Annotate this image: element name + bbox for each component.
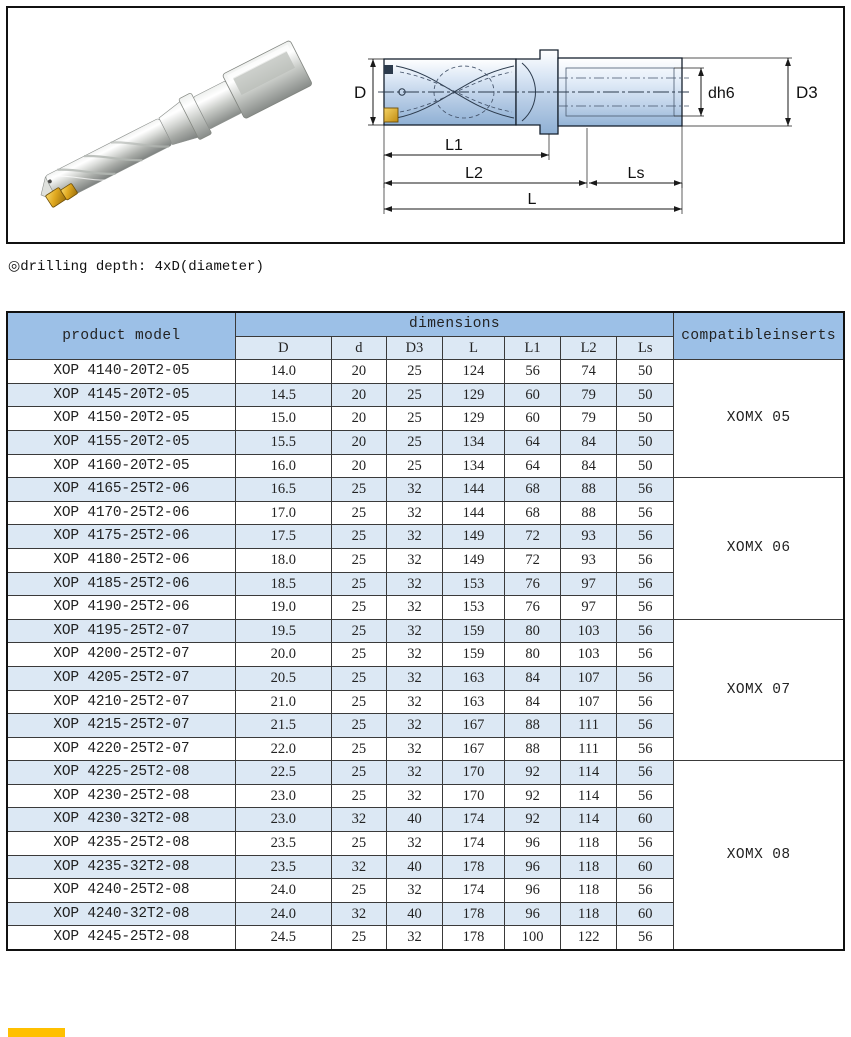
cell-d: 25 xyxy=(331,572,386,596)
cell-model: XOP 4150-20T2-05 xyxy=(7,407,235,431)
cell-l2: 74 xyxy=(561,360,617,384)
cell-d: 21.0 xyxy=(235,690,331,714)
cell-d: 23.0 xyxy=(235,784,331,808)
cell-ls: 56 xyxy=(617,761,674,785)
cell-d: 18.5 xyxy=(235,572,331,596)
header-product-model: product model xyxy=(7,312,235,360)
cell-l2: 111 xyxy=(561,714,617,738)
cell-model: XOP 4160-20T2-05 xyxy=(7,454,235,478)
cell-model: XOP 4155-20T2-05 xyxy=(7,430,235,454)
cell-d3: 32 xyxy=(386,879,442,903)
cell-d: 25 xyxy=(331,879,386,903)
cell-d3: 25 xyxy=(386,360,442,384)
cell-model: XOP 4180-25T2-06 xyxy=(7,548,235,572)
cell-l: 163 xyxy=(442,690,504,714)
cell-d3: 40 xyxy=(386,902,442,926)
figure-panel xyxy=(6,6,845,244)
cell-d3: 32 xyxy=(386,832,442,856)
header-compatible-inserts: compatibleinserts xyxy=(674,312,844,360)
cell-d3: 32 xyxy=(386,784,442,808)
dimension-label-L2: L2 xyxy=(465,165,483,182)
cell-l: 174 xyxy=(442,832,504,856)
table-head xyxy=(7,312,844,360)
cell-l1: 64 xyxy=(505,454,561,478)
cell-ls: 56 xyxy=(617,643,674,667)
cell-l2: 97 xyxy=(561,596,617,620)
cell-d: 15.5 xyxy=(235,430,331,454)
table-body xyxy=(7,360,844,950)
cell-model: XOP 4225-25T2-08 xyxy=(7,761,235,785)
cell-l: 170 xyxy=(442,761,504,785)
cell-d: 25 xyxy=(331,926,386,950)
cell-l1: 92 xyxy=(505,761,561,785)
cell-ls: 56 xyxy=(617,596,674,620)
cell-model: XOP 4175-25T2-06 xyxy=(7,525,235,549)
header-row-main xyxy=(7,312,844,336)
cell-d: 25 xyxy=(331,643,386,667)
dimension-label-L1: L1 xyxy=(445,137,463,154)
cell-l2: 111 xyxy=(561,737,617,761)
cell-l1: 68 xyxy=(505,478,561,502)
cell-d3: 32 xyxy=(386,714,442,738)
cell-d3: 25 xyxy=(386,407,442,431)
cell-l2: 88 xyxy=(561,478,617,502)
cell-model: XOP 4235-25T2-08 xyxy=(7,832,235,856)
cell-l: 174 xyxy=(442,879,504,903)
subheader-l: L xyxy=(442,336,504,360)
cell-d: 18.0 xyxy=(235,548,331,572)
table-row xyxy=(7,619,844,643)
table-row xyxy=(7,360,844,384)
cell-ls: 56 xyxy=(617,714,674,738)
cell-d: 25 xyxy=(331,784,386,808)
cell-d3: 32 xyxy=(386,525,442,549)
cell-d: 19.0 xyxy=(235,596,331,620)
cell-l: 170 xyxy=(442,784,504,808)
cell-l: 167 xyxy=(442,737,504,761)
cell-d: 25 xyxy=(331,501,386,525)
cell-ls: 56 xyxy=(617,525,674,549)
cell-d: 32 xyxy=(331,808,386,832)
cell-d3: 32 xyxy=(386,690,442,714)
cell-l2: 118 xyxy=(561,855,617,879)
cell-d: 32 xyxy=(331,902,386,926)
cell-l2: 118 xyxy=(561,902,617,926)
cell-d3: 32 xyxy=(386,596,442,620)
cell-d3: 32 xyxy=(386,643,442,667)
cell-model: XOP 4210-25T2-07 xyxy=(7,690,235,714)
cell-l2: 84 xyxy=(561,430,617,454)
cell-l2: 107 xyxy=(561,690,617,714)
cell-l: 178 xyxy=(442,926,504,950)
cell-model: XOP 4235-32T2-08 xyxy=(7,855,235,879)
cell-d: 20.0 xyxy=(235,643,331,667)
cell-l1: 76 xyxy=(505,572,561,596)
cell-model: XOP 4195-25T2-07 xyxy=(7,619,235,643)
cell-l: 124 xyxy=(442,360,504,384)
cell-d: 16.5 xyxy=(235,478,331,502)
cell-ls: 56 xyxy=(617,832,674,856)
cell-model: XOP 4230-32T2-08 xyxy=(7,808,235,832)
cell-d: 22.0 xyxy=(235,737,331,761)
cell-l: 178 xyxy=(442,902,504,926)
table-row xyxy=(7,761,844,785)
cell-model: XOP 4190-25T2-06 xyxy=(7,596,235,620)
cell-d3: 32 xyxy=(386,737,442,761)
cell-ls: 56 xyxy=(617,572,674,596)
cell-d3: 32 xyxy=(386,572,442,596)
cell-d: 20 xyxy=(331,454,386,478)
cell-d: 20 xyxy=(331,407,386,431)
cell-l2: 107 xyxy=(561,666,617,690)
cell-l: 144 xyxy=(442,478,504,502)
cell-l1: 96 xyxy=(505,902,561,926)
cell-d: 17.5 xyxy=(235,525,331,549)
cell-d: 23.0 xyxy=(235,808,331,832)
dimension-drawing xyxy=(344,8,843,242)
cell-compatible-insert: XOMX 05 xyxy=(674,360,844,478)
cell-l2: 93 xyxy=(561,548,617,572)
cell-l1: 76 xyxy=(505,596,561,620)
subheader-l2: L2 xyxy=(561,336,617,360)
cell-model: XOP 4200-25T2-07 xyxy=(7,643,235,667)
cell-l2: 79 xyxy=(561,383,617,407)
cell-l2: 114 xyxy=(561,808,617,832)
cell-compatible-insert: XOMX 08 xyxy=(674,761,844,950)
subheader-l1: L1 xyxy=(505,336,561,360)
cell-d: 20.5 xyxy=(235,666,331,690)
cell-d: 25 xyxy=(331,525,386,549)
cell-d: 24.0 xyxy=(235,879,331,903)
cell-d3: 32 xyxy=(386,761,442,785)
cell-d: 25 xyxy=(331,478,386,502)
cell-l1: 56 xyxy=(505,360,561,384)
cell-d: 22.5 xyxy=(235,761,331,785)
cell-d: 25 xyxy=(331,619,386,643)
table-row xyxy=(7,478,844,502)
cell-l1: 68 xyxy=(505,501,561,525)
dimension-label-L: L xyxy=(527,191,537,208)
product-photo xyxy=(8,8,344,242)
cell-ls: 60 xyxy=(617,855,674,879)
cell-ls: 56 xyxy=(617,619,674,643)
cell-l: 163 xyxy=(442,666,504,690)
cell-d3: 32 xyxy=(386,478,442,502)
cell-d3: 32 xyxy=(386,501,442,525)
cell-l2: 84 xyxy=(561,454,617,478)
cell-model: XOP 4170-25T2-06 xyxy=(7,501,235,525)
drilling-depth-note: ◎drilling depth: 4xD(diameter) xyxy=(8,259,264,275)
cell-ls: 56 xyxy=(617,548,674,572)
cell-d3: 25 xyxy=(386,454,442,478)
cell-l: 174 xyxy=(442,808,504,832)
cell-l2: 103 xyxy=(561,643,617,667)
cell-d3: 25 xyxy=(386,430,442,454)
cell-l2: 93 xyxy=(561,525,617,549)
cell-d: 19.5 xyxy=(235,619,331,643)
cell-l1: 60 xyxy=(505,407,561,431)
cell-l2: 114 xyxy=(561,761,617,785)
cell-l1: 64 xyxy=(505,430,561,454)
cell-l: 144 xyxy=(442,501,504,525)
subheader-ls: Ls xyxy=(617,336,674,360)
cell-l2: 97 xyxy=(561,572,617,596)
cell-d: 24.5 xyxy=(235,926,331,950)
cell-l1: 96 xyxy=(505,855,561,879)
cell-l: 153 xyxy=(442,572,504,596)
cell-l: 149 xyxy=(442,525,504,549)
cell-model: XOP 4240-32T2-08 xyxy=(7,902,235,926)
cell-d3: 40 xyxy=(386,855,442,879)
subheader-d3: D3 xyxy=(386,336,442,360)
cell-d3: 32 xyxy=(386,619,442,643)
cell-ls: 56 xyxy=(617,478,674,502)
cell-l1: 60 xyxy=(505,383,561,407)
cell-l1: 92 xyxy=(505,784,561,808)
cell-d: 24.0 xyxy=(235,902,331,926)
cell-ls: 50 xyxy=(617,360,674,384)
specification-table xyxy=(6,311,845,951)
cell-model: XOP 4220-25T2-07 xyxy=(7,737,235,761)
header-dimensions: dimensions xyxy=(235,312,674,336)
subheader-d: D xyxy=(235,336,331,360)
cell-model: XOP 4205-25T2-07 xyxy=(7,666,235,690)
cell-l2: 118 xyxy=(561,832,617,856)
cell-compatible-insert: XOMX 07 xyxy=(674,619,844,761)
cell-model: XOP 4240-25T2-08 xyxy=(7,879,235,903)
specification-table-container xyxy=(6,311,845,951)
cell-l: 129 xyxy=(442,407,504,431)
cell-ls: 56 xyxy=(617,501,674,525)
row-highlight-marker xyxy=(8,1028,65,1037)
cell-d: 14.0 xyxy=(235,360,331,384)
cell-l2: 79 xyxy=(561,407,617,431)
cell-d3: 32 xyxy=(386,548,442,572)
subheader-d: d xyxy=(331,336,386,360)
cell-d3: 32 xyxy=(386,666,442,690)
cell-l: 149 xyxy=(442,548,504,572)
cell-d: 21.5 xyxy=(235,714,331,738)
cell-d3: 40 xyxy=(386,808,442,832)
cell-l1: 92 xyxy=(505,808,561,832)
cell-l2: 103 xyxy=(561,619,617,643)
dimension-label-D3: D3 xyxy=(796,83,818,102)
cell-ls: 50 xyxy=(617,383,674,407)
cell-l2: 118 xyxy=(561,879,617,903)
cell-l1: 72 xyxy=(505,548,561,572)
dimension-label-Ls: Ls xyxy=(627,165,645,182)
cell-d: 14.5 xyxy=(235,383,331,407)
dimension-label-D: D xyxy=(354,83,367,102)
cell-d: 16.0 xyxy=(235,454,331,478)
cell-l1: 80 xyxy=(505,643,561,667)
cell-ls: 50 xyxy=(617,407,674,431)
cell-d: 17.0 xyxy=(235,501,331,525)
cell-l: 159 xyxy=(442,643,504,667)
cell-ls: 50 xyxy=(617,430,674,454)
cell-model: XOP 4165-25T2-06 xyxy=(7,478,235,502)
dimension-label-dh6: dh6 xyxy=(708,85,735,102)
cell-d: 25 xyxy=(331,761,386,785)
cell-d: 15.0 xyxy=(235,407,331,431)
cell-d: 25 xyxy=(331,690,386,714)
cell-ls: 56 xyxy=(617,690,674,714)
cell-d: 25 xyxy=(331,714,386,738)
cell-l: 134 xyxy=(442,430,504,454)
cell-ls: 56 xyxy=(617,666,674,690)
cell-l1: 84 xyxy=(505,666,561,690)
cell-d: 32 xyxy=(331,855,386,879)
cell-l1: 88 xyxy=(505,714,561,738)
cell-ls: 56 xyxy=(617,879,674,903)
cell-l: 134 xyxy=(442,454,504,478)
cell-l: 167 xyxy=(442,714,504,738)
cell-model: XOP 4145-20T2-05 xyxy=(7,383,235,407)
cell-model: XOP 4230-25T2-08 xyxy=(7,784,235,808)
cell-l1: 88 xyxy=(505,737,561,761)
cell-ls: 56 xyxy=(617,926,674,950)
cell-d: 23.5 xyxy=(235,855,331,879)
cell-ls: 56 xyxy=(617,737,674,761)
cell-model: XOP 4185-25T2-06 xyxy=(7,572,235,596)
cell-l2: 88 xyxy=(561,501,617,525)
cell-ls: 60 xyxy=(617,902,674,926)
cell-d3: 32 xyxy=(386,926,442,950)
cell-d: 25 xyxy=(331,832,386,856)
cell-model: XOP 4245-25T2-08 xyxy=(7,926,235,950)
cell-l: 178 xyxy=(442,855,504,879)
cell-compatible-insert: XOMX 06 xyxy=(674,478,844,620)
cell-l: 153 xyxy=(442,596,504,620)
cell-d3: 25 xyxy=(386,383,442,407)
cell-model: XOP 4140-20T2-05 xyxy=(7,360,235,384)
cell-d: 20 xyxy=(331,383,386,407)
cell-d: 25 xyxy=(331,737,386,761)
cell-l1: 96 xyxy=(505,832,561,856)
cell-l2: 122 xyxy=(561,926,617,950)
cell-ls: 56 xyxy=(617,784,674,808)
cell-l1: 72 xyxy=(505,525,561,549)
cell-l1: 96 xyxy=(505,879,561,903)
cell-l1: 100 xyxy=(505,926,561,950)
cell-d: 25 xyxy=(331,666,386,690)
cell-ls: 60 xyxy=(617,808,674,832)
cell-model: XOP 4215-25T2-07 xyxy=(7,714,235,738)
cell-d: 23.5 xyxy=(235,832,331,856)
cell-d: 20 xyxy=(331,430,386,454)
cell-ls: 50 xyxy=(617,454,674,478)
cell-l1: 80 xyxy=(505,619,561,643)
cell-l2: 114 xyxy=(561,784,617,808)
cell-l: 159 xyxy=(442,619,504,643)
cell-d: 20 xyxy=(331,360,386,384)
cell-l1: 84 xyxy=(505,690,561,714)
cell-d: 25 xyxy=(331,548,386,572)
cell-d: 25 xyxy=(331,596,386,620)
cell-l: 129 xyxy=(442,383,504,407)
